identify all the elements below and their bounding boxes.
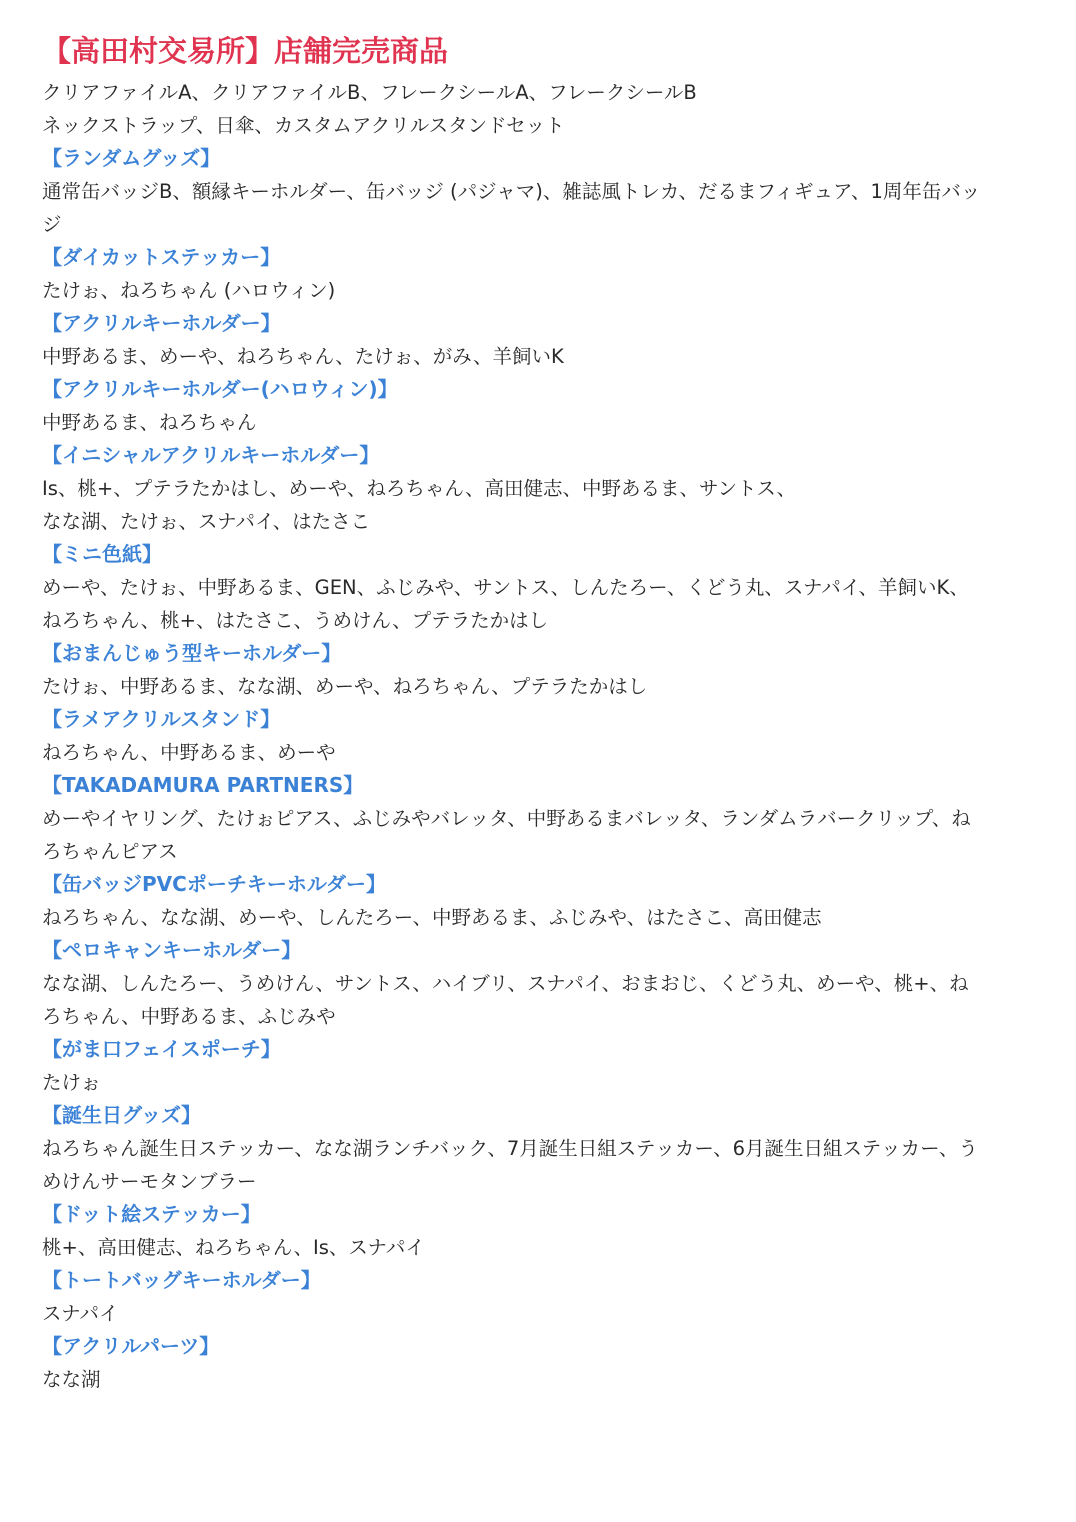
section-heading: 【アクリルパーツ】 [42, 1334, 220, 1358]
product-section [42, 637, 1034, 703]
section-heading: 【アクリルキーホルダー】 [42, 311, 281, 335]
section-item-line: Is、桃+、プテラたかはし、めーや、ねろちゃん、高田健志、中野あるま、サントス、 [42, 477, 796, 500]
section-item-line: ねろちゃん、なな湖、めーや、しんたろー、中野あるま、ふじみや、はたさこ、高田健志 [42, 906, 822, 929]
section-heading: 【ドット絵ステッカー】 [42, 1202, 261, 1226]
product-section [42, 703, 1034, 769]
product-section [42, 1099, 1034, 1198]
section-heading: 【ダイカットステッカー】 [42, 245, 281, 269]
product-section [42, 1264, 1034, 1330]
product-section [42, 142, 1034, 241]
section-heading: 【缶バッジPVCポーチキーホルダー】 [42, 872, 387, 896]
section-heading: 【おまんじゅう型キーホルダー】 [42, 641, 342, 665]
product-section [42, 1198, 1034, 1264]
section-item-line: 桃+、高田健志、ねろちゃん、Is、スナパイ [42, 1236, 425, 1259]
section-heading: 【TAKADAMURA PARTNERS】 [42, 773, 364, 797]
intro-line: ネックストラップ、日傘、カスタムアクリルスタンドセット [42, 114, 565, 137]
intro-line: クリアファイルA、クリアファイルB、フレークシールA、フレークシールB [42, 81, 697, 104]
product-section [42, 934, 1034, 1033]
section-item-line: たけぉ [42, 1071, 101, 1094]
section-item-line: ろちゃん、中野あるま、ふじみや [42, 1005, 336, 1028]
product-section [42, 868, 1034, 934]
sections-list [42, 142, 1034, 1396]
section-item-line: めーや、たけぉ、中野あるま、GEN、ふじみや、サントス、しんたろー、くどう丸、スナパイ、羊飼いK、 [42, 576, 969, 599]
product-section [42, 1033, 1034, 1099]
document-title: 【高田村交易所】店舗完売商品 [42, 34, 449, 68]
section-item-line: なな湖、しんたろー、うめけん、サントス、ハイブリ、スナパイ、おまおじ、くどう丸、めーや、桃+、ね [42, 972, 969, 995]
section-item-line: なな湖、たけぉ、スナパイ、はたさこ [42, 510, 371, 533]
section-item-line: たけぉ、中野あるま、なな湖、めーや、ねろちゃん、プテラたかはし [42, 675, 648, 698]
product-section [42, 373, 1034, 439]
intro-block [42, 76, 1034, 142]
product-section [42, 307, 1034, 373]
section-item-line: 通常缶バッジB、額縁キーホルダー、缶バッジ (パジャマ)、雑誌風トレカ、だるまフィギュア、1周年缶バッ [42, 180, 981, 203]
product-section [42, 769, 1034, 868]
section-item-line: 中野あるま、ねろちゃん [42, 411, 257, 434]
section-item-line: スナパイ [42, 1302, 119, 1325]
section-item-line: たけぉ、ねろちゃん (ハロウィン) [42, 279, 336, 302]
section-item-line: ねろちゃん、中野あるま、めーや [42, 741, 336, 764]
section-heading: 【トートバッグキーホルダー】 [42, 1268, 321, 1292]
product-section [42, 241, 1034, 307]
section-heading: 【ミニ色紙】 [42, 542, 162, 566]
section-item-line: めーやイヤリング、たけぉピアス、ふじみやバレッタ、中野あるまバレッタ、ランダムラバークリップ、ね [42, 807, 971, 830]
section-heading: 【ランダムグッズ】 [42, 146, 221, 170]
section-item-line: ねろちゃん、桃+、はたさこ、うめけん、プテラたかはし [42, 609, 549, 632]
section-heading: 【ラメアクリルスタンド】 [42, 707, 281, 731]
section-heading: 【アクリルキーホルダー(ハロウィン)】 [42, 377, 398, 401]
section-heading: 【イニシャルアクリルキーホルダー】 [42, 443, 380, 467]
section-item-line: ねろちゃん誕生日ステッカー、なな湖ランチバック、7月誕生日組ステッカー、6月誕生日組ステッカー、う [42, 1137, 978, 1160]
section-item-line: ろちゃんピアス [42, 840, 178, 863]
product-section [42, 1330, 1034, 1396]
section-item-line: なな湖 [42, 1368, 101, 1391]
section-heading: 【がま口フェイスポーチ】 [42, 1037, 281, 1061]
section-heading: 【誕生日グッズ】 [42, 1103, 201, 1127]
product-section [42, 439, 1034, 538]
section-item-line: めけんサーモタンブラー [42, 1170, 257, 1193]
product-section [42, 538, 1034, 637]
section-item-line: 中野あるま、めーや、ねろちゃん、たけぉ、がみ、羊飼いK [42, 345, 564, 368]
section-heading: 【ペロキャンキーホルダー】 [42, 938, 302, 962]
section-item-line: ジ [42, 213, 62, 236]
